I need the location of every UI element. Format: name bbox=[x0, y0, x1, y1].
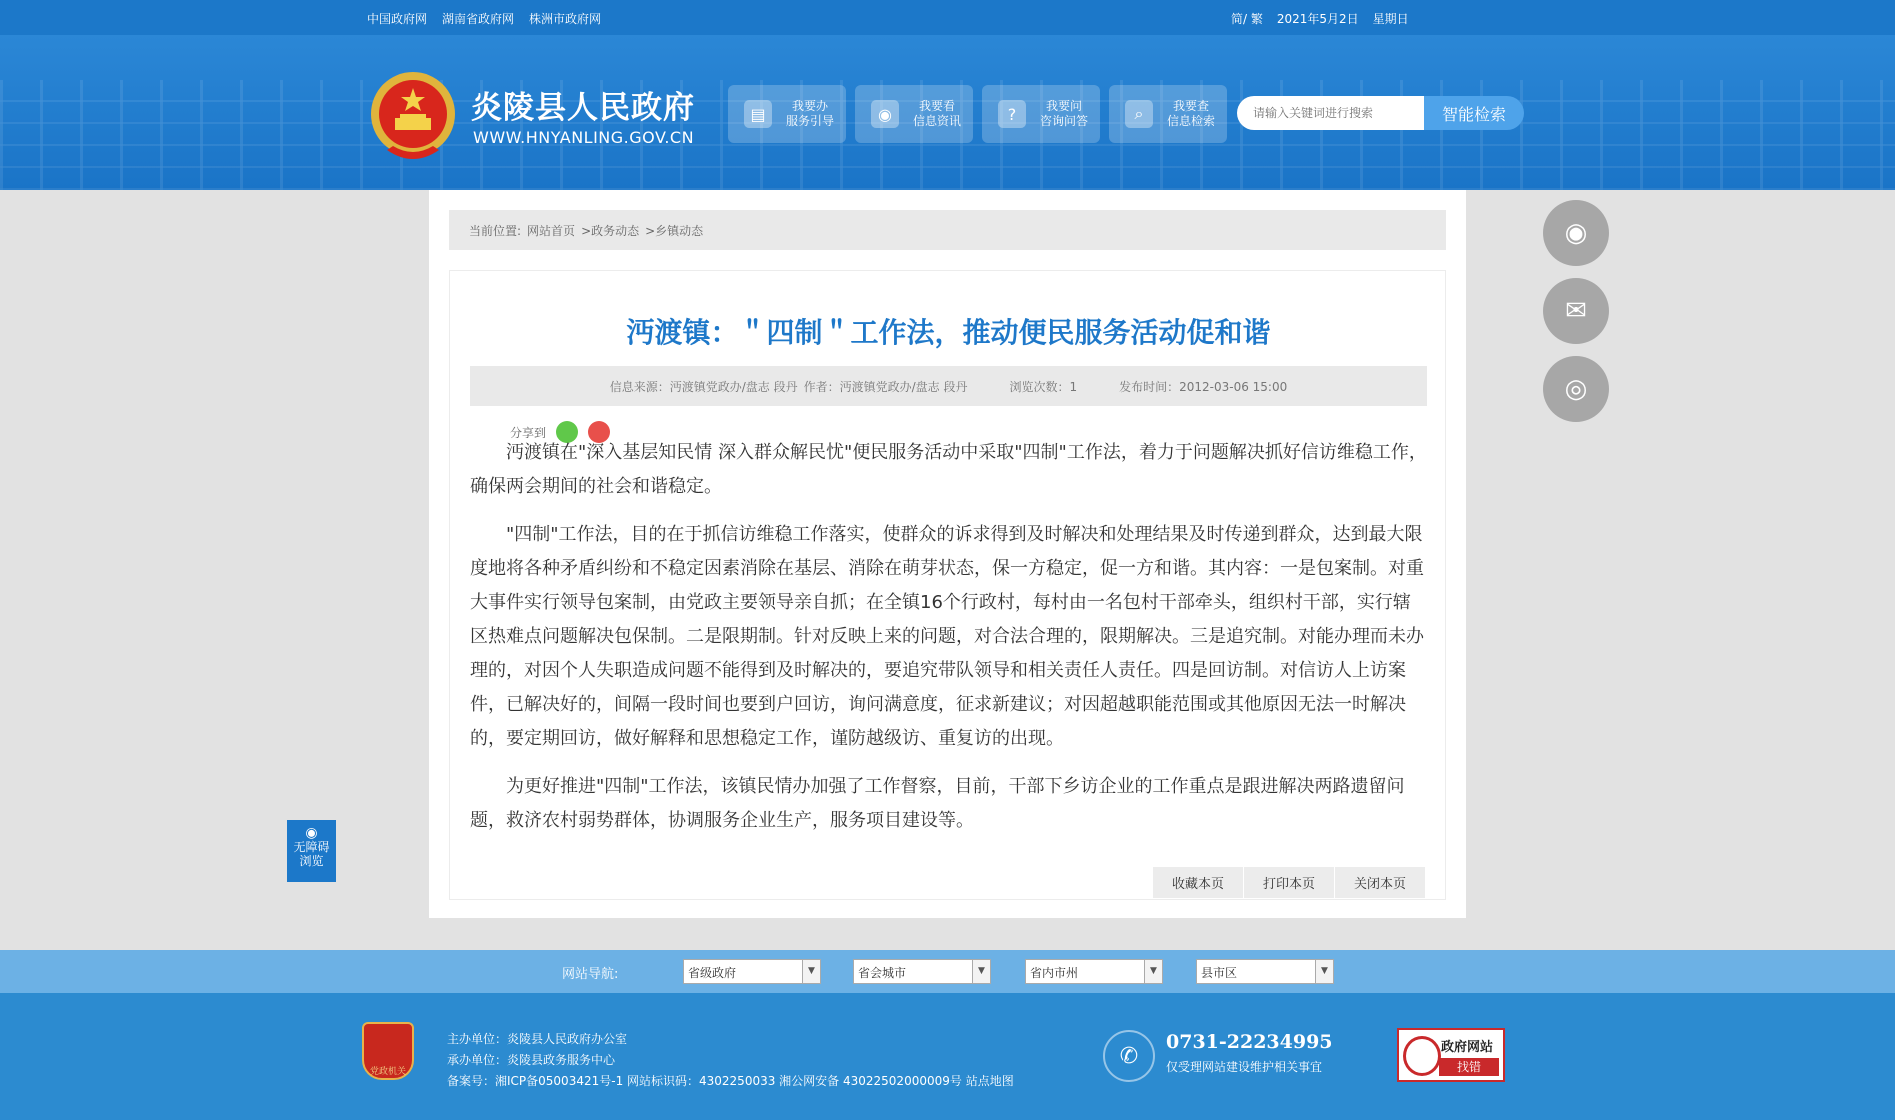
site-title[interactable]: 炎陵县人民政府 bbox=[471, 90, 695, 126]
info-search-line2: 信息检索 bbox=[1167, 114, 1216, 128]
article bbox=[449, 270, 1446, 900]
chevron-down-icon: ▼ bbox=[972, 960, 990, 983]
breadcrumb-home[interactable]: 网站首页 bbox=[527, 223, 576, 238]
site-navigation bbox=[0, 950, 1895, 993]
article-source: 信息来源：沔渡镇党政办/盘志 段丹 bbox=[609, 379, 798, 394]
gov-site-error-report-button[interactable] bbox=[1397, 1028, 1505, 1082]
bookmark-page-button[interactable]: 收藏本页 bbox=[1153, 867, 1243, 898]
qa-line2: 咨询问答 bbox=[1040, 114, 1089, 128]
chevron-down-icon: ▼ bbox=[802, 960, 820, 983]
select-province-city[interactable] bbox=[1025, 959, 1163, 984]
article-paragraph: 为更好推进"四制"工作法，该镇民情办加强了工作督察，目前，干部下乡访企业的工作重点是跟进解决两路遗留问题，救济农村弱势群体，协调服务企业生产，服务项目建设等。 bbox=[470, 776, 1405, 831]
eye-float-icon[interactable]: ◉ bbox=[1543, 200, 1609, 266]
weekday: 星期日 bbox=[1372, 12, 1409, 26]
contact-phone-note: 仅受理网站建设维护相关事宜 bbox=[1166, 1060, 1323, 1074]
share-label: 分享到 bbox=[510, 425, 547, 440]
service-guide-button[interactable] bbox=[728, 85, 846, 143]
national-emblem-icon[interactable] bbox=[367, 70, 459, 168]
close-page-button[interactable]: 关闭本页 bbox=[1335, 867, 1425, 898]
service-guide-line1: 我要办 bbox=[792, 99, 829, 113]
party-badge-label: 党政机关 bbox=[369, 1067, 406, 1077]
article-title: 沔渡镇：＂四制＂工作法，推动便民服务活动促和谐 bbox=[626, 316, 1271, 349]
weibo-float-icon[interactable]: ◎ bbox=[1543, 356, 1609, 422]
article-paragraph: 沔渡镇在"深入基层知民情 深入群众解民忧"便民服务活动中采取"四制"工作法，着力于问题解决抓好信访维稳工作，确保两会期间的社会和谐稳定。 bbox=[470, 442, 1427, 497]
question-icon: ? bbox=[998, 100, 1026, 128]
article-views: 浏览次数：1 bbox=[1009, 379, 1078, 394]
info-search-button[interactable] bbox=[1109, 85, 1227, 143]
breadcrumb-news[interactable]: >政务动态 bbox=[581, 223, 640, 238]
article-author: 作者：沔渡镇党政办/盘志 段丹 bbox=[803, 379, 968, 394]
wechat-float-icon[interactable]: ✉ bbox=[1543, 278, 1609, 344]
doc-icon: ▤ bbox=[744, 100, 772, 128]
select-county-district[interactable] bbox=[1196, 959, 1334, 984]
chevron-down-icon: ▼ bbox=[1315, 960, 1333, 983]
select-value: 省内市州 bbox=[1030, 966, 1079, 980]
breadcrumb-township[interactable]: >乡镇动态 bbox=[645, 223, 704, 238]
accessibility-line1: 无障碍 bbox=[293, 840, 330, 854]
select-value: 省会城市 bbox=[858, 966, 907, 980]
article-meta bbox=[470, 366, 1427, 406]
header bbox=[0, 35, 1895, 190]
footer bbox=[0, 993, 1895, 1120]
select-capital-city[interactable] bbox=[853, 959, 991, 984]
qa-line1: 我要问 bbox=[1046, 99, 1083, 113]
top-right bbox=[1231, 10, 1409, 27]
link-hunan-gov[interactable]: 湖南省政府网 bbox=[442, 12, 515, 26]
select-value: 县市区 bbox=[1201, 966, 1238, 980]
eye-icon: ◉ bbox=[871, 100, 899, 128]
info-news-line2: 信息资讯 bbox=[913, 114, 962, 128]
print-page-button[interactable]: 打印本页 bbox=[1244, 867, 1334, 898]
findbug-tag: 找错 bbox=[1439, 1058, 1499, 1076]
main-content bbox=[429, 190, 1466, 918]
info-search-line1: 我要查 bbox=[1173, 99, 1210, 113]
party-organ-badge[interactable] bbox=[362, 1022, 414, 1080]
lang-switch[interactable]: 简/ 繁 bbox=[1231, 12, 1263, 26]
footer-organizer: 承办单位：炎陵县政务服务中心 bbox=[447, 1053, 616, 1067]
magnifier-icon bbox=[1403, 1036, 1441, 1076]
info-news-button[interactable] bbox=[855, 85, 973, 143]
accessibility-line2: 浏览 bbox=[299, 854, 324, 868]
footer-record: 备案号：湘ICP备05003421号-1 网站标识码：4302250033 湘公网安备 43022502000009号 站点地图 bbox=[447, 1074, 1014, 1088]
link-zhuzhou-gov[interactable]: 株洲市政府网 bbox=[529, 12, 602, 26]
top-bar bbox=[0, 0, 1895, 35]
info-news-line1: 我要看 bbox=[919, 99, 956, 113]
article-published: 发布时间：2012-03-06 15:00 bbox=[1119, 379, 1288, 394]
gov-links bbox=[367, 10, 601, 27]
search-icon: ⌕ bbox=[1125, 100, 1153, 128]
qa-button[interactable] bbox=[982, 85, 1100, 143]
accessibility-button[interactable] bbox=[287, 820, 336, 882]
select-value: 省级政府 bbox=[688, 966, 737, 980]
breadcrumb bbox=[449, 210, 1446, 250]
article-body bbox=[470, 436, 1427, 852]
footer-info bbox=[447, 1029, 1014, 1092]
article-paragraph: "四制"工作法，目的在于抓信访维稳工作落实，使群众的诉求得到及时解决和处理结果及时传递到群众，达到最大限度地将各种矛盾纠纷和不稳定因素消除在基层、消除在萌芽状态，保一方稳定，促一方和谐。其内容：一是包案制。对重大事件实行领导包案制，由党政主要领导亲自抓；在全镇16个行政村，每村由一名包村干部牵头，组织村干部，实行辖区热难点问题解决包保制。二是限期制。针对反映上来的问题，对合法合理的，限期解决。三是追究制。对能办理而未办理的，对因个人失职造成问题不能得到及时解决的，要追究带队领导和相关责任人责任。四是回访制。对信访人上访案件，已解决好的，间隔一段时间也要到户回访，询问满意度，征求新建议；对因超越职能范围或其他原因无法一时解决的，要定期回访，做好解释和思想稳定工作，谨防越级访、重复访的出现。 bbox=[470, 524, 1424, 749]
site-url: WWW.HNYANLING.GOV.CN bbox=[473, 128, 695, 147]
page-tools bbox=[1152, 867, 1425, 898]
chevron-down-icon: ▼ bbox=[1144, 960, 1162, 983]
site-nav-label: 网站导航: bbox=[562, 967, 619, 982]
eye-icon: ◉ bbox=[305, 825, 318, 841]
select-provincial-gov[interactable] bbox=[683, 959, 821, 984]
search-input[interactable] bbox=[1237, 96, 1424, 130]
link-central-gov[interactable]: 中国政府网 bbox=[367, 12, 428, 26]
breadcrumb-label: 当前位置: bbox=[469, 223, 522, 238]
footer-sponsor: 主办单位：炎陵县人民政府办公室 bbox=[447, 1032, 628, 1046]
findbug-label: 政府网站 bbox=[1441, 1040, 1494, 1055]
service-guide-line2: 服务引导 bbox=[786, 114, 835, 128]
smart-search-button[interactable]: 智能检索 bbox=[1424, 96, 1524, 130]
date: 2021年5月2日 bbox=[1276, 12, 1359, 26]
contact-phone: 0731-22234995 bbox=[1166, 1031, 1333, 1053]
phone-icon: ✆ bbox=[1103, 1030, 1155, 1082]
